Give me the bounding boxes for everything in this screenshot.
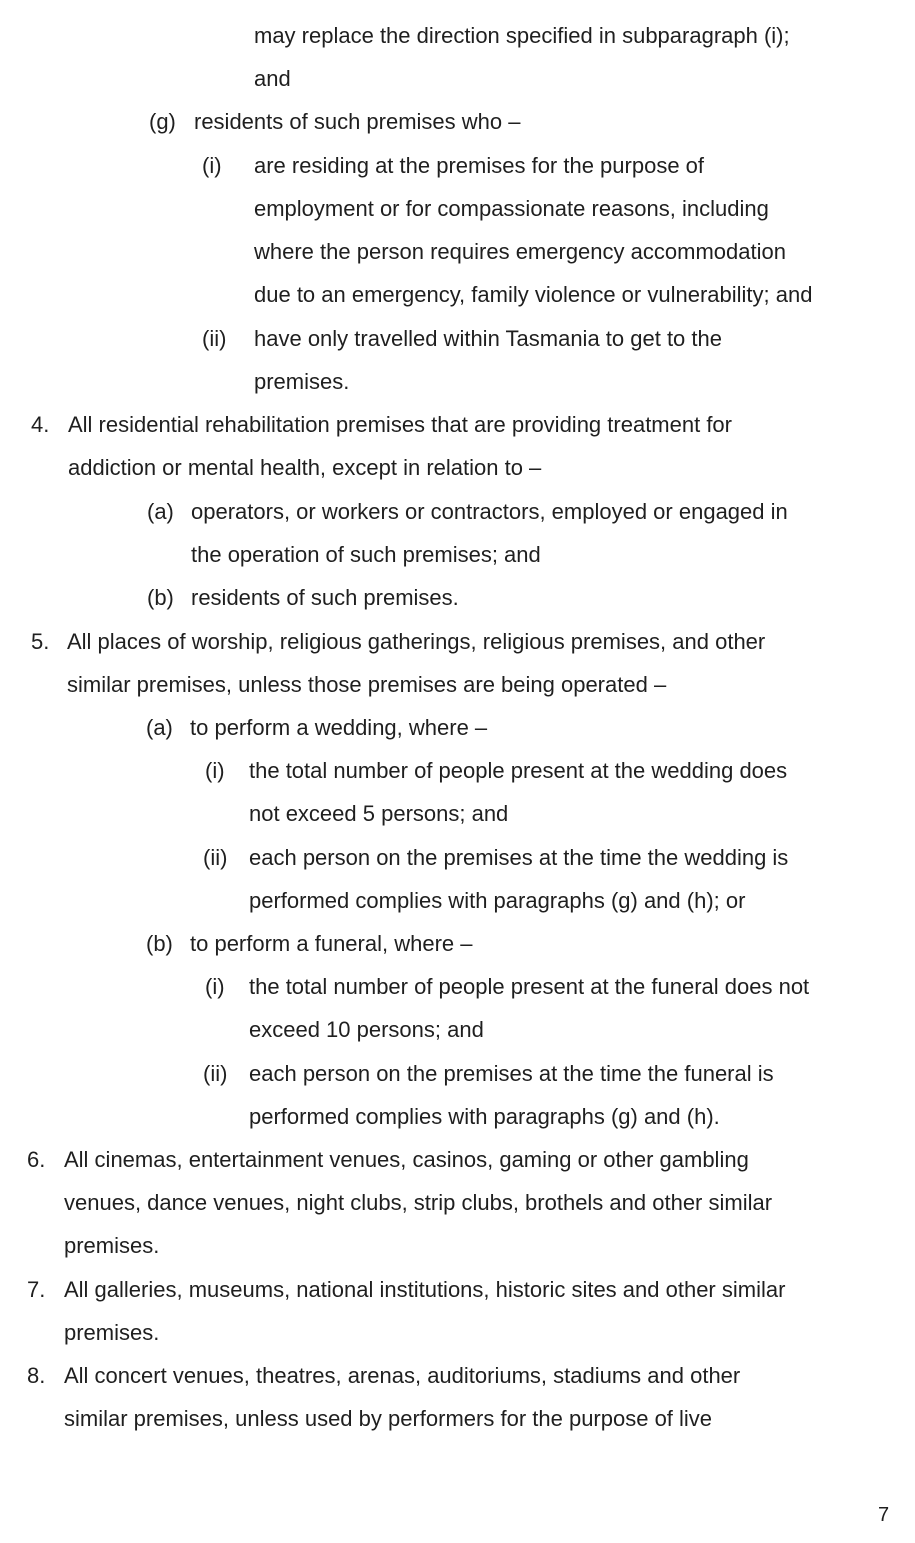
subparagraph-i-line-1: are residing at the premises for the purpose of: [254, 153, 705, 178]
subparagraph-i-line-4: due to an emergency, family violence or vulnerability; and: [254, 282, 813, 307]
subparagraph-i-line-2: employment or for compassionate reasons, including: [254, 196, 769, 221]
item-5-a-i-line-1: the total number of people present at the wedding does: [249, 758, 788, 783]
item-5-b-ii-line-1: each person on the premises at the time the funeral is: [249, 1061, 774, 1086]
item-5-b-i-line-1: the total number of people present at the funeral does not: [249, 974, 810, 999]
item-4-label-b: (b): [147, 585, 174, 610]
item-7-line-1: All galleries, museums, national institutions, historic sites and other similar: [64, 1277, 786, 1302]
item-5-label-b: (b): [146, 931, 173, 956]
item-5-b-i-line-2: exceed 10 persons; and: [249, 1017, 484, 1042]
item-number-5: 5.: [31, 629, 50, 654]
item-5-a-i-line-2: not exceed 5 persons; and: [249, 801, 509, 826]
paragraph-label-g: (g): [149, 109, 176, 134]
item-number-6: 6.: [27, 1147, 46, 1172]
item-4-b-line-1: residents of such premises.: [191, 585, 459, 610]
item-8-line-1: All concert venues, theatres, arenas, auditoriums, stadiums and other: [64, 1363, 741, 1388]
item-5-a-ii-line-2: performed complies with paragraphs (g) and (h); or: [249, 888, 746, 913]
item-5-label-a: (a): [146, 715, 173, 740]
item-4-a-line-2: the operation of such premises; and: [191, 542, 541, 567]
continuation-line-2: and: [254, 66, 291, 91]
item-5-a-text: to perform a wedding, where –: [190, 715, 488, 740]
item-5-line-1: All places of worship, religious gatherings, religious premises, and other: [67, 629, 766, 654]
item-6-line-3: premises.: [64, 1233, 160, 1258]
page-number: 7: [878, 1504, 890, 1526]
item-4-line-1: All residential rehabilitation premises that are providing treatment for: [68, 412, 732, 437]
item-number-4: 4.: [31, 412, 50, 437]
paragraph-g-text: residents of such premises who –: [194, 109, 521, 134]
subparagraph-i-line-3: where the person requires emergency accommodation: [254, 239, 786, 264]
item-4-line-2: addiction or mental health, except in relation to –: [68, 455, 542, 480]
item-5-b-label-ii: (ii): [203, 1061, 228, 1086]
subparagraph-ii-line-1: have only travelled within Tasmania to get to the: [254, 326, 722, 351]
item-5-b-ii-line-2: performed complies with paragraphs (g) and (h).: [249, 1104, 720, 1129]
subparagraph-label-ii: (ii): [202, 326, 227, 351]
subparagraph-label-i: (i): [202, 153, 222, 178]
item-6-line-2: venues, dance venues, night clubs, strip clubs, brothels and other similar: [64, 1190, 773, 1215]
item-5-a-ii-line-1: each person on the premises at the time the wedding is: [249, 845, 789, 870]
item-5-a-label-i: (i): [205, 758, 225, 783]
item-5-line-2: similar premises, unless those premises are being operated –: [67, 672, 667, 697]
subparagraph-ii-line-2: premises.: [254, 369, 350, 394]
item-8-line-2: similar premises, unless used by performers for the purpose of live: [64, 1406, 713, 1431]
item-6-line-1: All cinemas, entertainment venues, casinos, gaming or other gambling: [64, 1147, 749, 1172]
continuation-line-1: may replace the direction specified in subparagraph (i);: [254, 23, 790, 48]
item-7-line-2: premises.: [64, 1320, 160, 1345]
item-5-b-text: to perform a funeral, where –: [190, 931, 473, 956]
item-number-7: 7.: [27, 1277, 46, 1302]
item-number-8: 8.: [27, 1363, 46, 1388]
item-4-label-a: (a): [147, 499, 174, 524]
item-5-a-label-ii: (ii): [203, 845, 228, 870]
item-4-a-line-1: operators, or workers or contractors, employed or engaged in: [191, 499, 788, 524]
item-5-b-label-i: (i): [205, 974, 225, 999]
